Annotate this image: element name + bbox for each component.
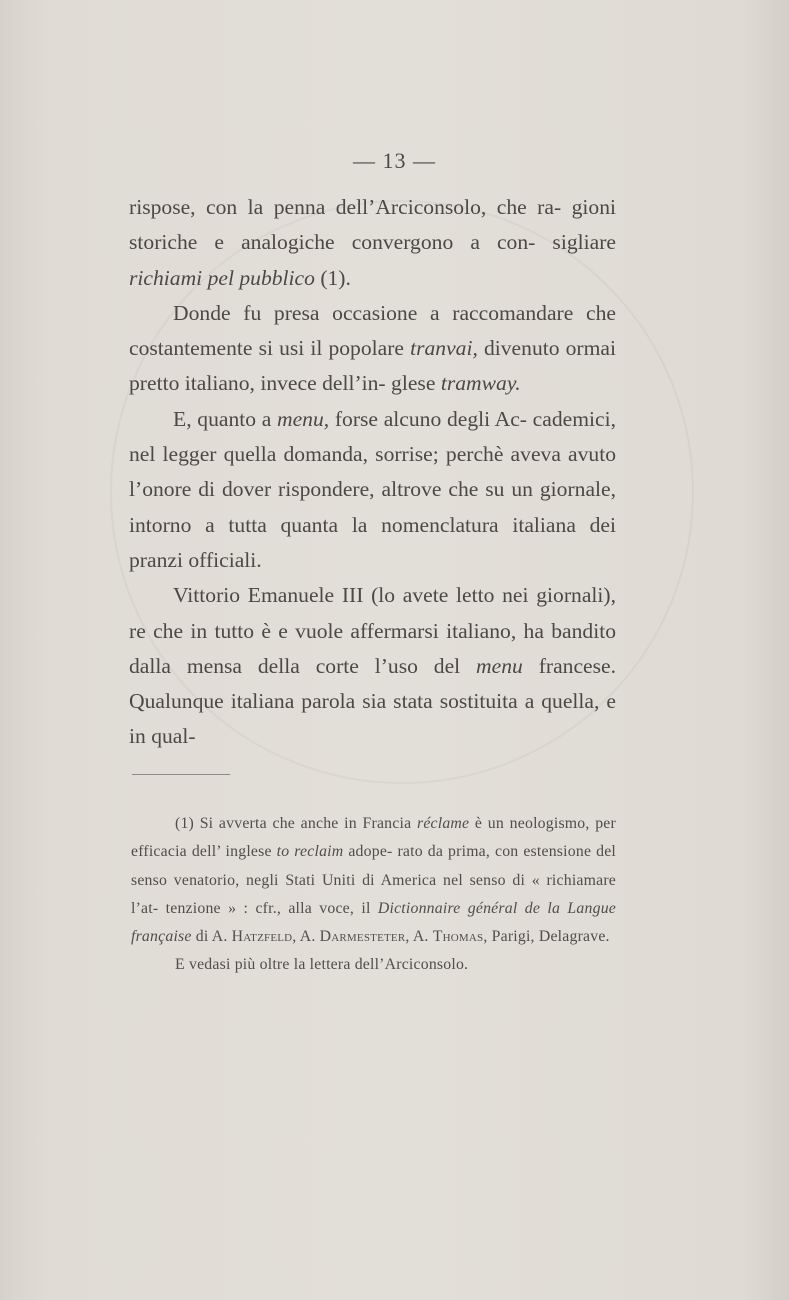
text-run: rato da prima, con estensione del senso venatorio, negli	[131, 843, 617, 889]
page-number: — 13 —	[353, 148, 436, 173]
italic-run: Langue française	[131, 899, 617, 946]
text-line	[129, 195, 561, 219]
italic-run: tramway.	[440, 371, 521, 396]
text-run: , A.	[292, 928, 320, 946]
text-run: (1).	[314, 265, 351, 290]
text-run: gioni storiche e analogiche convergono a con-	[129, 195, 616, 255]
text-line	[175, 956, 468, 973]
text-run: l’uso del	[374, 653, 477, 678]
text-line	[173, 583, 529, 607]
text-run: è un	[469, 815, 504, 832]
paragraph-4	[129, 578, 616, 754]
small-caps-run: Darmesteter	[319, 928, 406, 946]
paragraph-1	[129, 190, 616, 296]
italic-run: Dictionnaire général de la	[377, 899, 561, 917]
text-run: altrove che su un giornale, intorno a tutta quanta	[129, 477, 617, 537]
text-line	[175, 815, 504, 832]
footnote-divider	[132, 774, 230, 775]
text-run: parola sia stata sostituita a quella, e in qual-	[129, 689, 616, 749]
footnotes	[131, 810, 616, 980]
text-run: forse alcuno degli Ac-	[329, 406, 527, 431]
text-run: (1) Si avverta che anche in Francia	[175, 815, 417, 832]
text-run: E vedasi più oltre la lettera dell’Arciconsolo.	[175, 956, 469, 974]
text-run: adope-	[343, 843, 393, 861]
text-run: Stati Uniti di America nel senso di « richiamare l’at-	[131, 871, 617, 917]
text-run: che costantemente si usi il popolare	[129, 300, 616, 361]
small-caps-run: Hatzfeld	[231, 928, 293, 946]
italic-run: menu,	[277, 406, 330, 431]
paragraph-2	[129, 296, 616, 402]
italic-run: richiami pel pubblico	[129, 265, 315, 290]
text-run: la nomenclatura italiana dei pranzi officiali.	[129, 512, 617, 572]
text-run: tenzione » : cfr., alla voce, il	[165, 899, 378, 917]
text-line	[173, 301, 573, 325]
body-text	[129, 190, 616, 755]
text-line	[391, 371, 521, 395]
text-run: di A.	[191, 928, 232, 946]
text-line	[413, 928, 610, 945]
text-run: Vittorio Emanuele III (lo avete letto nei	[173, 583, 529, 608]
paragraph-3	[129, 402, 616, 578]
text-run: cademici, nel legger quella domanda, sorrise;	[129, 406, 616, 467]
italic-run: réclame	[416, 815, 470, 832]
text-run: sigliare	[552, 230, 616, 255]
italic-run: to reclaim	[276, 843, 344, 861]
text-run: perchè aveva avuto l’onore di dover rispondere,	[129, 442, 617, 502]
italic-run: menu	[476, 653, 523, 678]
text-run: , Parigi, Delagrave.	[483, 928, 610, 946]
text-run: giornali), re che in tutto è e vuole affermarsi	[129, 583, 616, 643]
text-run: neologismo, per efficacia dell’ inglese	[131, 815, 616, 861]
small-caps-run: Thomas	[432, 928, 484, 946]
footnote-2	[131, 951, 616, 979]
italic-run: tranvai,	[410, 336, 478, 361]
text-run: E, quanto a	[173, 406, 277, 431]
text-run: italiano, ha bandito dalla mensa della corte	[129, 618, 617, 678]
text-run: Donde fu presa occasione a raccomandare	[173, 300, 574, 325]
text-run: A.	[412, 928, 433, 946]
text-run: rispose, con la penna dell’Arciconsolo, che ra-	[129, 195, 562, 219]
text-run: ,	[405, 928, 410, 946]
text-line	[173, 407, 527, 431]
text-run: divenuto ormai pretto italiano, invece dell’in-	[129, 336, 616, 396]
text-run: francese. Qualunque italiana	[129, 653, 617, 714]
footnote-1	[131, 810, 616, 951]
text-run: glese	[391, 371, 441, 396]
text-line	[166, 900, 560, 917]
